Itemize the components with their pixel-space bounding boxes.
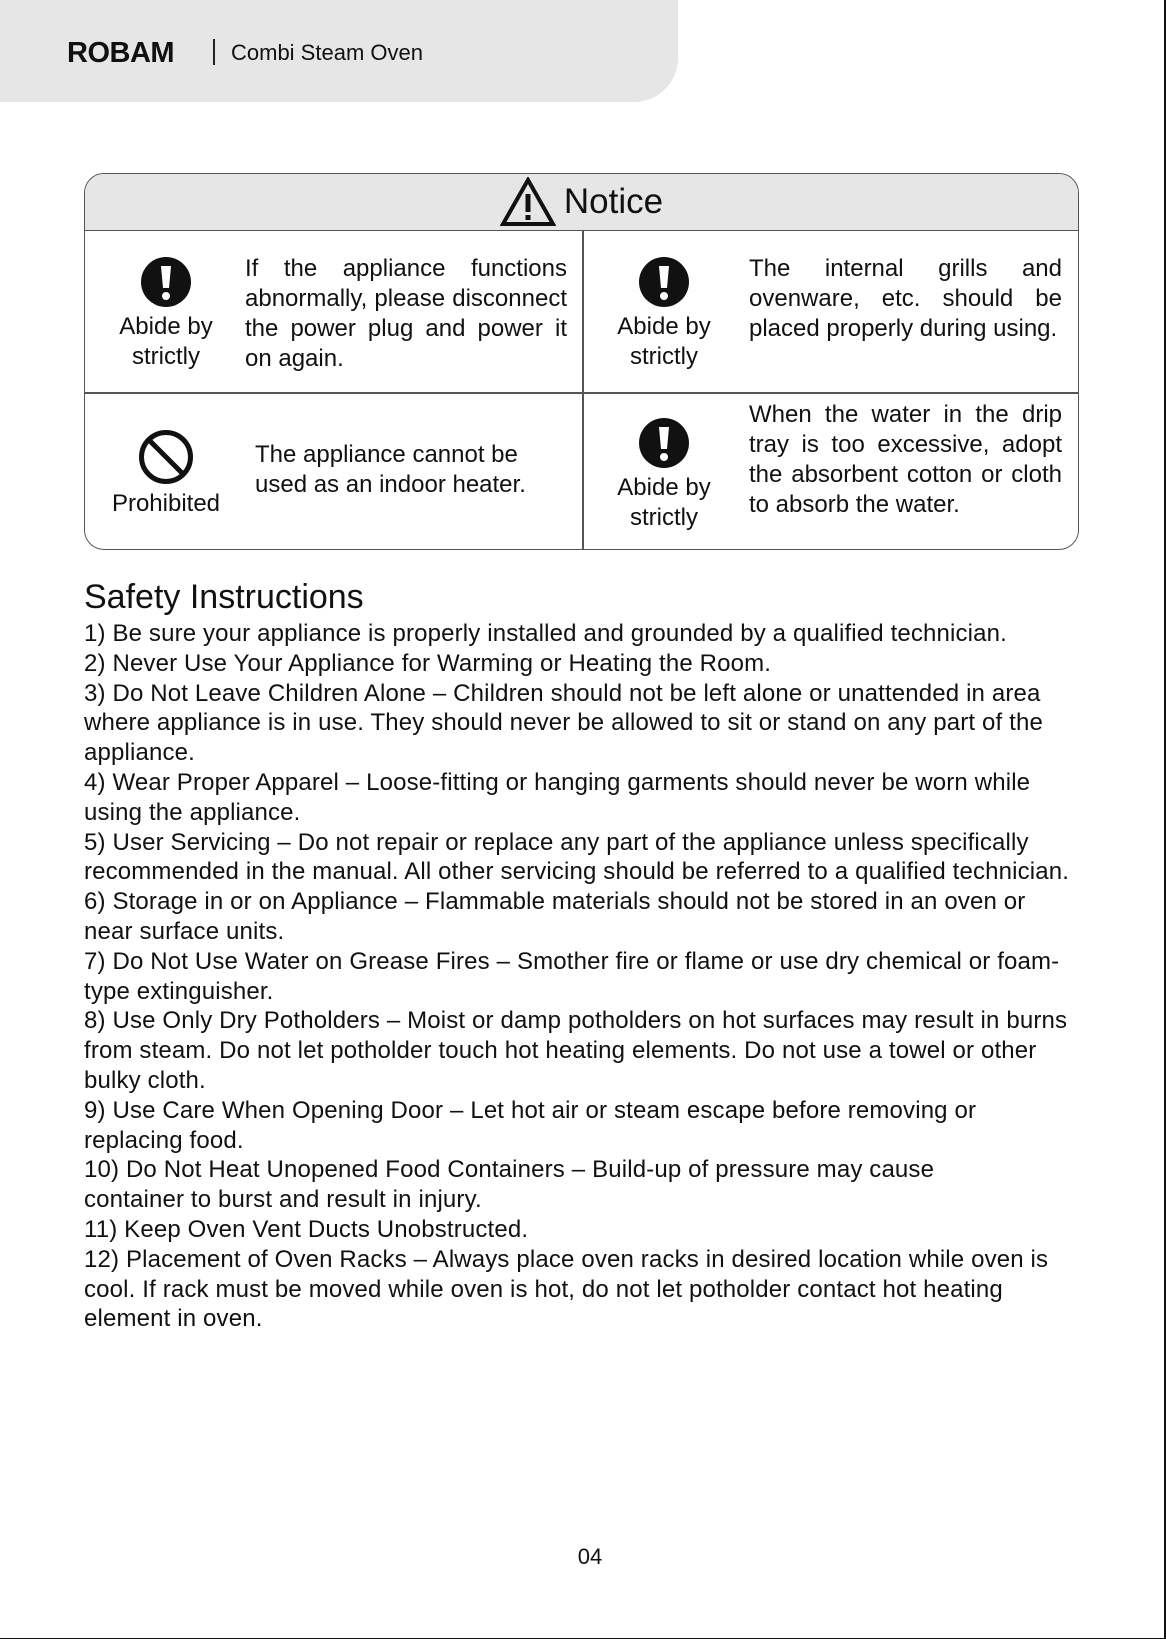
brand-logo: ROBAM <box>67 37 175 69</box>
symbol-label: strictly <box>132 343 200 370</box>
warning-triangle-icon <box>500 177 556 227</box>
symbol-label: Prohibited <box>111 490 221 517</box>
exclamation-icon <box>638 417 690 469</box>
list-item: 8) Use Only Dry Potholders – Moist or damp potholders on hot surfaces may result in burns from steam. Do not let potholder touch hot heating elements. Do not use a towel or other bulky cloth. <box>84 1007 1068 1094</box>
list-item: 7) Do Not Use Water on Grease Fires – Smother fire or flame or use dry chemical or foam-type extinguisher. <box>84 947 1060 1005</box>
symbol-label: strictly <box>630 504 698 531</box>
notice-header <box>85 174 1078 231</box>
safety-list <box>84 619 1074 1334</box>
prohibited-icon <box>138 429 194 485</box>
page-number: 04 <box>577 1544 603 1569</box>
notice-symbol-2 <box>589 256 739 372</box>
list-item: 3) Do Not Leave Children Alone – Children should not be left alone or unattended in area where appliance is in use. They should never be allowed to sit or stand on any part of the appliance. <box>84 679 1043 767</box>
list-item: replacing food. <box>84 1126 244 1154</box>
notice-title: Notice <box>563 182 664 221</box>
safety-title: Safety Instructions <box>84 578 364 616</box>
notice-text-4: When the water in the drip tray is too excessive, adopt the absorbent cotton or cloth to absorb the water. <box>749 401 1062 518</box>
symbol-label: strictly <box>630 343 698 370</box>
notice-symbol-4 <box>589 417 739 533</box>
product-name: Combi Steam Oven <box>231 40 423 65</box>
list-item: 10) Do Not Heat Unopened Food Containers – Build-up of pressure may cause <box>84 1156 935 1184</box>
list-item: 4) Wear Proper Apparel – Loose-fitting or hanging garments should never be worn while using the appliance. <box>84 768 1031 826</box>
notice-divider-vertical <box>582 231 584 550</box>
notice-text-2: The internal grills and ovenware, etc. should be placed properly during using. <box>749 255 1062 342</box>
notice-symbol-1 <box>91 256 241 372</box>
notice-box <box>84 173 1079 550</box>
list-item: 2) Never Use Your Appliance for Warming or Heating the Room. <box>84 649 772 677</box>
list-item: 11) Keep Oven Vent Ducts Unobstructed. <box>84 1215 529 1243</box>
symbol-label: Abide by <box>119 313 213 340</box>
list-item: 6) Storage in or on Appliance – Flammable materials should not be stored in an oven or near surface units. <box>84 888 1026 945</box>
notice-text-3: The appliance cannot be used as an indoor heater. <box>255 441 526 498</box>
symbol-label: Abide by <box>617 474 711 501</box>
exclamation-icon <box>638 256 690 308</box>
symbol-label: Abide by <box>617 313 711 340</box>
notice-symbol-3 <box>91 429 241 519</box>
notice-divider-horizontal <box>85 392 1079 394</box>
list-item: 12) Placement of Oven Racks – Always place oven racks in desired location while oven is cool. If rack must be moved while oven is hot, do not let potholder contact hot heating element in oven. <box>84 1245 1049 1333</box>
exclamation-icon <box>140 256 192 308</box>
header-divider <box>213 39 215 65</box>
list-item: 5) User Servicing – Do not repair or replace any part of the appliance unless specifically recommended in the manual. All other servicing should be referred to a qualified technician. <box>84 828 1070 886</box>
notice-text-1: If the appliance functions abnormally, please disconnect the power plug and power it on again. <box>245 255 567 372</box>
list-item: container to burst and result in injury. <box>84 1186 482 1214</box>
list-item: 1) Be sure your appliance is properly installed and grounded by a qualified technician. <box>84 620 1007 647</box>
list-item: 9) Use Care When Opening Door – Let hot air or steam escape before removing or <box>84 1096 977 1124</box>
